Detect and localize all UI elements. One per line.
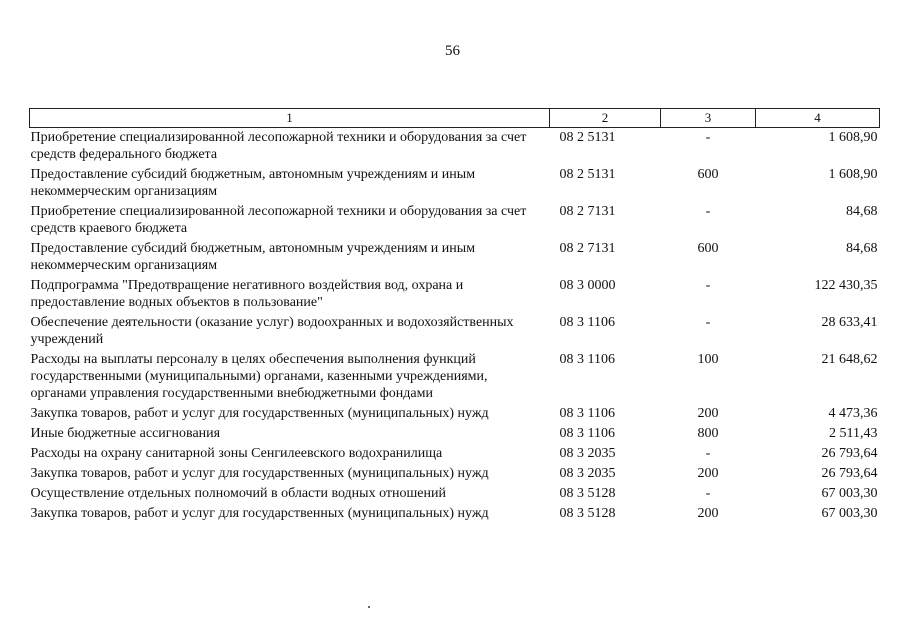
row-type: 200	[697, 466, 719, 481]
row-code: 08 3 2035	[559, 466, 616, 481]
row-amount: 1 608,90	[828, 130, 878, 145]
row-code: 08 3 1106	[559, 406, 615, 421]
row-amount: 26 793,64	[821, 466, 878, 481]
row-type: 600	[697, 241, 719, 256]
row-type: -	[705, 315, 711, 330]
row-code: 08 3 0000	[559, 278, 616, 293]
row-code: 08 3 1106	[559, 315, 615, 330]
table-row	[30, 276, 880, 313]
row-code: 08 2 7131	[559, 204, 616, 219]
row-amount: 1 608,90	[828, 167, 878, 182]
table-header	[30, 109, 880, 128]
table-row	[30, 313, 880, 350]
table-row	[30, 165, 880, 202]
header-col-3: 3	[661, 109, 756, 128]
row-type: -	[705, 130, 711, 145]
row-amount: 21 648,62	[821, 352, 878, 367]
table-row	[30, 484, 880, 504]
page-number: 56	[445, 43, 460, 59]
row-amount: 67 003,30	[821, 506, 878, 521]
row-type: -	[705, 446, 711, 461]
row-code: 08 3 2035	[559, 446, 616, 461]
row-type: 800	[697, 426, 719, 441]
row-type: -	[705, 204, 711, 219]
row-amount: 28 633,41	[821, 315, 878, 330]
row-name: Осуществление отдельных полномочий в области водных отношений	[30, 486, 446, 501]
row-amount: 84,68	[846, 204, 878, 219]
row-amount: 2 511,43	[829, 426, 878, 441]
header-row	[30, 109, 880, 128]
row-name: Расходы на охрану санитарной зоны Сенгилеевского водохранилища	[30, 446, 443, 461]
row-name: Предоставление субсидий бюджетным, автономным учреждениям и иным некоммерческим организациям	[30, 167, 476, 199]
row-amount: 84,68	[846, 241, 878, 256]
row-code: 08 2 7131	[559, 241, 616, 256]
table-row	[30, 444, 880, 464]
row-name: Предоставление субсидий бюджетным, автономным учреждениям и иным некоммерческим организациям	[30, 241, 476, 273]
row-name: Подпрограмма "Предотвращение негативного воздействия вод, охрана и предоставление водных объектов в пользование"	[30, 278, 464, 310]
row-code: 08 2 5131	[559, 130, 616, 145]
row-name: Приобретение специализированной лесопожарной техники и оборудования за счет средств краевого бюджета	[30, 204, 527, 236]
row-name: Иные бюджетные ассигнования	[30, 426, 221, 441]
scan-speck	[368, 606, 370, 608]
row-code: 08 3 1106	[559, 352, 615, 367]
row-type: -	[705, 486, 711, 501]
table-row	[30, 350, 880, 404]
row-amount: 26 793,64	[821, 446, 878, 461]
row-amount: 122 430,35	[814, 278, 878, 293]
row-type: 600	[697, 167, 719, 182]
row-type: 200	[697, 506, 719, 521]
row-name: Закупка товаров, работ и услуг для государственных (муниципальных) нужд	[30, 466, 489, 481]
row-type: -	[705, 278, 711, 293]
row-type: 100	[697, 352, 719, 367]
row-name: Приобретение специализированной лесопожарной техники и оборудования за счет средств федерального бюджета	[30, 130, 527, 162]
row-code: 08 3 5128	[559, 506, 616, 521]
row-code: 08 3 1106	[559, 426, 615, 441]
header-col-1: 1	[30, 109, 550, 128]
table-row	[30, 239, 880, 276]
budget-table	[29, 108, 880, 524]
row-code: 08 2 5131	[559, 167, 616, 182]
table-row	[30, 424, 880, 444]
table-row	[30, 464, 880, 484]
row-amount: 67 003,30	[821, 486, 878, 501]
header-col-4: 4	[756, 109, 880, 128]
row-name: Обеспечение деятельности (оказание услуг) водоохранных и водохозяйственных учреждений	[30, 315, 514, 347]
row-name: Закупка товаров, работ и услуг для государственных (муниципальных) нужд	[30, 406, 489, 421]
table-row	[30, 404, 880, 424]
table-body	[30, 128, 880, 525]
table-row	[30, 128, 880, 166]
row-amount: 4 473,36	[828, 406, 878, 421]
row-type: 200	[697, 406, 719, 421]
row-name: Закупка товаров, работ и услуг для государственных (муниципальных) нужд	[30, 506, 489, 521]
table-row	[30, 202, 880, 239]
row-name: Расходы на выплаты персоналу в целях обеспечения выполнения функций государственными (муниципальными) органами, казенными учреждениями, органами управления государственными внебюджетными фондами	[30, 352, 488, 401]
row-code: 08 3 5128	[559, 486, 616, 501]
table-row	[30, 504, 880, 524]
header-col-2: 2	[550, 109, 661, 128]
